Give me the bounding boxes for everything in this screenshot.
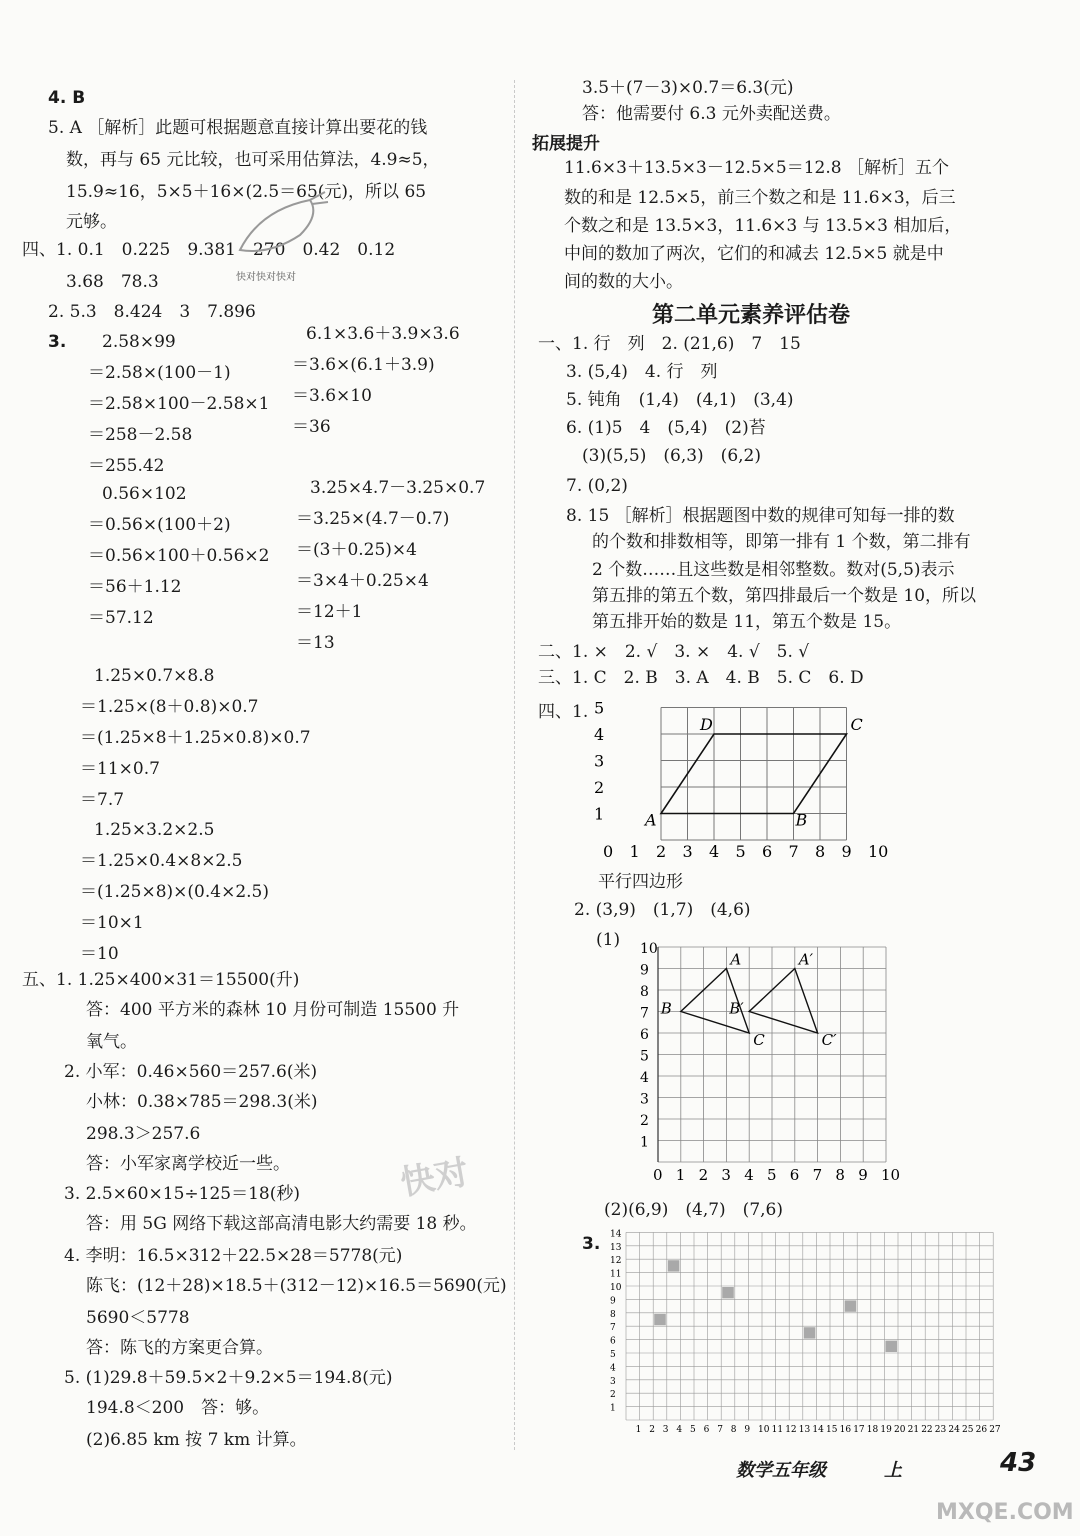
- section-5-q2-line3: 298.3＞257.6: [86, 1124, 201, 1144]
- calc-line: ＝57.12: [88, 608, 154, 628]
- x-tick-label: 24: [948, 1425, 960, 1435]
- y-tick-label: 9: [610, 1296, 616, 1307]
- x-tick-label: 26: [975, 1425, 988, 1435]
- extension-line-1: 11.6×3＋13.5×3－12.5×5＝12.8 ［解析］五个: [564, 158, 949, 178]
- extension-line-5: 间的数的大小。: [564, 272, 683, 292]
- site-watermark: MXQE.COM: [936, 1500, 1074, 1525]
- y-tick-label: 7: [610, 1323, 616, 1334]
- x-tick-label: 9: [858, 1166, 868, 1184]
- y-tick-label: 2: [640, 1113, 649, 1129]
- y-tick-label: 12: [610, 1256, 622, 1267]
- calc-line: 1.25×0.7×8.8: [94, 666, 215, 686]
- y-tick-label: 4: [594, 725, 605, 744]
- x-tick-label: 13: [798, 1425, 811, 1435]
- x-tick-label: 7: [788, 842, 799, 861]
- section-5-q4-line2: 陈飞：(12＋28)×18.5＋(312－12)×16.5＝5690(元): [86, 1276, 507, 1296]
- section-5-q1-answer-line2: 氧气。: [86, 1032, 137, 1052]
- x-tick-label: 0: [653, 1166, 663, 1184]
- footer-subject: 数学五年级: [736, 1460, 826, 1481]
- x-tick-label: 5: [735, 842, 746, 861]
- y-tick-label: 10: [610, 1283, 622, 1293]
- y-tick-label: 8: [610, 1309, 616, 1320]
- y-tick-label: 3: [610, 1376, 616, 1387]
- shaded-cell: [845, 1300, 857, 1311]
- y-tick-label: 1: [640, 1134, 649, 1151]
- calc-line: ＝(1.25×8＋1.25×0.8)×0.7: [80, 728, 311, 748]
- section-4-q2: 2. (3,9) (1,7) (4,6): [574, 900, 751, 920]
- x-tick-label: 20: [894, 1425, 906, 1435]
- unit-q6: 6. (1)5 4 (5,4) (2)苔: [566, 418, 766, 438]
- x-tick-label: 1: [675, 1166, 686, 1184]
- graph1-answer: 平行四边形: [598, 872, 683, 892]
- point-label: D: [700, 715, 713, 734]
- right-line-2: 答：他需要付 6.3 元外卖配送费。: [582, 104, 841, 124]
- x-tick-label: 2: [649, 1425, 655, 1435]
- calc-line: 1.25×3.2×2.5: [94, 820, 215, 840]
- extension-line-4: 中间的数加了两次，它们的和减去 12.5×5 就是中: [564, 244, 944, 264]
- calc-line: ＝13: [296, 633, 335, 653]
- y-tick-label: 3: [640, 1091, 649, 1108]
- section-5-q2-line2: 小林：0.38×785＝298.3(米): [86, 1092, 318, 1112]
- calc-line: ＝11×0.7: [80, 759, 160, 779]
- unit-q3: 3. (5,4) 4. 行 列: [566, 362, 718, 382]
- calc-line: ＝258－2.58: [88, 425, 193, 445]
- calc-line: ＝7.7: [80, 790, 125, 810]
- x-tick-label: 11: [771, 1425, 784, 1435]
- x-tick-label: 10: [881, 1166, 901, 1184]
- graph-triangles: [628, 932, 901, 1190]
- x-tick-label: 7: [717, 1425, 723, 1435]
- y-tick-label: 9: [640, 962, 649, 979]
- unit-q8-line4: 第五排的第五个数，第四排最后一个数是 10，所以: [592, 586, 977, 606]
- y-tick-label: 11: [610, 1269, 622, 1280]
- section-5-q3: 3. 2.5×60×15÷125＝18(秒): [64, 1184, 300, 1204]
- parallelogram-shape: [661, 734, 847, 814]
- calc-line: 6.1×3.6＋3.9×3.6: [306, 324, 460, 344]
- answer-5-line4: 元够。: [66, 212, 117, 232]
- point-label: A: [645, 810, 657, 830]
- shaded-cell: [804, 1327, 816, 1338]
- x-tick-label: 4: [676, 1425, 683, 1435]
- answer-5-line3: 15.9≈16，5×5＋16×(2.5＝65(元)，所以 65: [66, 182, 427, 202]
- unit-q8-line5: 第五排开始的数是 11，第五个数是 15。: [592, 612, 902, 632]
- footer-volume: 上: [884, 1460, 902, 1481]
- x-tick-label: 2: [698, 1166, 709, 1184]
- y-tick-label: 14: [610, 1229, 622, 1240]
- shaded-cell: [885, 1341, 897, 1352]
- section-5-q2: 2. 小军：0.46×560＝257.6(米): [64, 1062, 318, 1082]
- calc-line: ＝255.42: [88, 456, 165, 476]
- y-tick-label: 5: [610, 1350, 616, 1360]
- x-tick-label: 8: [730, 1425, 737, 1435]
- x-tick-label: 18: [866, 1425, 879, 1435]
- x-tick-label: 8: [815, 842, 826, 861]
- calc-line: ＝3×4＋0.25×4: [296, 571, 429, 591]
- unit-q1: 一、1. 行 列 2. (21,6) 7 15: [538, 334, 801, 354]
- x-tick-label: 25: [962, 1425, 974, 1435]
- graph2-label: (1): [596, 930, 621, 950]
- x-tick-label: 21: [907, 1425, 920, 1435]
- y-tick-label: 7: [640, 1005, 649, 1022]
- x-tick-label: 4: [709, 842, 720, 861]
- point-label: B: [795, 810, 808, 830]
- x-tick-label: 8: [835, 1166, 845, 1184]
- shaded-cell: [668, 1260, 680, 1271]
- x-tick-label: 9: [744, 1425, 751, 1435]
- unit-q8-line3: 2 个数……且这些数是相邻整数。数对(5,5)表示: [592, 560, 955, 580]
- extension-line-3: 个数之和是 13.5×3，11.6×3 与 13.5×3 相加后，: [564, 216, 962, 236]
- x-tick-label: 3: [662, 1425, 669, 1435]
- section-4-q3-label-right: 3.: [582, 1234, 601, 1254]
- carrot-doodle-icon: [230, 190, 330, 270]
- y-tick-label: 4: [610, 1363, 616, 1374]
- answer-5-line2: 数，再与 65 元比较，也可采用估算法，4.9≈5，: [66, 150, 440, 170]
- x-tick-label: 5: [767, 1166, 777, 1184]
- x-tick-label: 22: [921, 1425, 933, 1435]
- unit-q8: 8. 15 ［解析］根据题图中数的规律可知每一排的数: [566, 506, 955, 526]
- section-4-q1-line2: 3.68 78.3: [66, 272, 159, 292]
- calc-line: 3.25×4.7－3.25×0.7: [310, 478, 486, 498]
- x-tick-label: 1: [635, 1425, 642, 1435]
- section-4-q1-label: 四、1.: [538, 702, 589, 722]
- calc-line: ＝10×1: [80, 913, 144, 933]
- section-5-q4: 4. 李明：16.5×312＋22.5×28＝5778(元): [64, 1246, 403, 1266]
- y-tick-label: 13: [610, 1242, 622, 1253]
- section-5-q5-line2: 194.8＜200 答：够。: [86, 1398, 270, 1418]
- x-tick-label: 12: [785, 1425, 797, 1435]
- x-tick-label: 6: [703, 1425, 710, 1435]
- x-tick-label: 2: [656, 842, 667, 861]
- y-tick-label: 8: [640, 984, 649, 1000]
- y-tick-label: 2: [594, 778, 605, 797]
- x-tick-label: 5: [690, 1425, 696, 1435]
- y-tick-label: 1: [610, 1403, 616, 1414]
- section-4-q3-label: 3.: [48, 332, 67, 352]
- calc-line: 2.58×99: [102, 332, 176, 352]
- calc-line: ＝0.56×100＋0.56×2: [88, 546, 270, 566]
- graph-grid-squares: [606, 1228, 1002, 1438]
- x-tick-label: 0: [603, 842, 614, 861]
- x-tick-label: 3: [682, 842, 693, 861]
- vertex-label: B′: [729, 999, 744, 1018]
- unit-q6-line2: (3)(5,5) (6,3) (6,2): [582, 446, 761, 466]
- x-tick-label: 10: [868, 842, 889, 861]
- y-tick-label: 4: [640, 1070, 649, 1086]
- calc-line: ＝1.25×0.4×8×2.5: [80, 851, 243, 871]
- section-4-q2: 2. 5.3 8.424 3 7.896: [48, 302, 256, 322]
- calc-line: 0.56×102: [102, 484, 187, 504]
- page-number: 43: [1000, 1448, 1037, 1478]
- section-5-q1: 五、1. 1.25×400×31＝15500(升): [22, 970, 300, 990]
- calc-line: ＝36: [292, 417, 331, 437]
- x-tick-label: 17: [853, 1425, 865, 1435]
- calc-line: ＝2.58×100－2.58×1: [88, 394, 270, 414]
- x-tick-label: 19: [880, 1425, 892, 1435]
- section-5-q4-answer: 答：陈飞的方案更合算。: [86, 1338, 273, 1358]
- x-tick-label: 3: [721, 1166, 731, 1184]
- x-tick-label: 1: [629, 842, 640, 861]
- y-tick-label: 10: [640, 941, 658, 957]
- y-tick-label: 3: [594, 751, 605, 771]
- column-divider: [514, 80, 516, 1450]
- calc-line: ＝(3＋0.25)×4: [296, 540, 417, 560]
- graph2-answer: (2)(6,9) (4,7) (7,6): [604, 1200, 783, 1220]
- answer-5: 5. A ［解析］此题可根据题意直接计算出要花的钱: [48, 118, 428, 138]
- y-tick-label: 1: [594, 804, 605, 824]
- calc-line: ＝56＋1.12: [88, 577, 182, 597]
- vertex-label: C: [753, 1031, 765, 1049]
- section-5-q5-line3: (2)6.85 km 按 7 km 计算。: [86, 1430, 307, 1450]
- section-5-q4-line3: 5690＜5778: [86, 1308, 190, 1328]
- triangle-translated: [749, 969, 817, 1034]
- y-tick-label: 6: [640, 1027, 649, 1043]
- calc-line: ＝0.56×(100＋2): [88, 515, 231, 535]
- x-tick-label: 10: [758, 1425, 770, 1435]
- extension-line-2: 数的和是 12.5×5，前三个数之和是 11.6×3，后三: [564, 188, 956, 208]
- x-tick-label: 6: [789, 1166, 800, 1184]
- vertex-label: C′: [821, 1031, 837, 1049]
- vertex-label: A′: [798, 950, 814, 969]
- calc-line: ＝3.6×(6.1＋3.9): [292, 355, 435, 375]
- x-tick-label: 9: [841, 842, 852, 861]
- calc-line: ＝3.6×10: [292, 386, 372, 406]
- calc-line: ＝3.25×(4.7－0.7): [296, 509, 450, 529]
- unit-q8-line2: 的个数和排数相等，即第一排有 1 个数，第二排有: [592, 532, 971, 552]
- y-tick-label: 2: [610, 1390, 616, 1401]
- section-5-q1-answer: 答：400 平方米的森林 10 月份可制造 15500 升: [86, 1000, 460, 1020]
- unit-title: 第二单元素养评估卷: [652, 303, 851, 328]
- watermark: 快对: [397, 1152, 472, 1204]
- x-tick-label: 4: [744, 1166, 754, 1184]
- shaded-cell: [654, 1314, 666, 1325]
- unit-q5: 5. 钝角 (1,4) (4,1) (3,4): [566, 390, 794, 410]
- right-line-1: 3.5＋(7－3)×0.7＝6.3(元): [582, 78, 794, 98]
- unit-q7: 7. (0,2): [566, 476, 628, 496]
- x-tick-label: 15: [826, 1425, 838, 1435]
- y-tick-label: 5: [640, 1048, 649, 1065]
- graph-parallelogram: [588, 700, 888, 860]
- calc-line: ＝1.25×(8＋0.8)×0.7: [80, 697, 259, 717]
- calc-line: ＝(1.25×8)×(0.4×2.5): [80, 882, 270, 902]
- x-tick-label: 27: [989, 1425, 1001, 1435]
- x-tick-label: 23: [934, 1425, 947, 1435]
- point-label: C: [850, 715, 863, 734]
- calc-line: ＝2.58×(100－1): [88, 363, 231, 383]
- section-5-q3-answer: 答：用 5G 网络下载这部高清电影大约需要 18 秒。: [86, 1214, 477, 1234]
- stamp-text: 快对快对快对: [236, 272, 296, 283]
- answer-4: 4. B: [48, 88, 86, 108]
- x-tick-label: 14: [812, 1425, 824, 1435]
- calc-line: ＝12＋1: [296, 602, 363, 622]
- x-tick-label: 7: [812, 1166, 823, 1184]
- vertex-label: B: [660, 999, 672, 1018]
- section-4-q1: 四、1. 0.1 0.225 9.381 270 0.42 0.12: [22, 240, 396, 260]
- section-5-q2-answer: 答：小军家离学校近一些。: [86, 1154, 290, 1174]
- shaded-cell: [722, 1287, 734, 1298]
- extension-heading: 拓展提升: [532, 134, 600, 154]
- section-2-answers: 二、1. × 2. √ 3. × 4. √ 5. √: [538, 642, 810, 662]
- y-tick-label: 5: [594, 698, 605, 718]
- section-3-answers: 三、1. C 2. B 3. A 4. B 5. C 6. D: [538, 668, 864, 688]
- vertex-label: A: [730, 950, 742, 969]
- x-tick-label: 16: [839, 1425, 852, 1435]
- x-tick-label: 6: [762, 842, 773, 861]
- calc-line: ＝10: [80, 944, 119, 964]
- section-5-q5: 5. (1)29.8＋59.5×2＋9.2×5＝194.8(元): [64, 1368, 393, 1388]
- y-tick-label: 6: [610, 1336, 616, 1347]
